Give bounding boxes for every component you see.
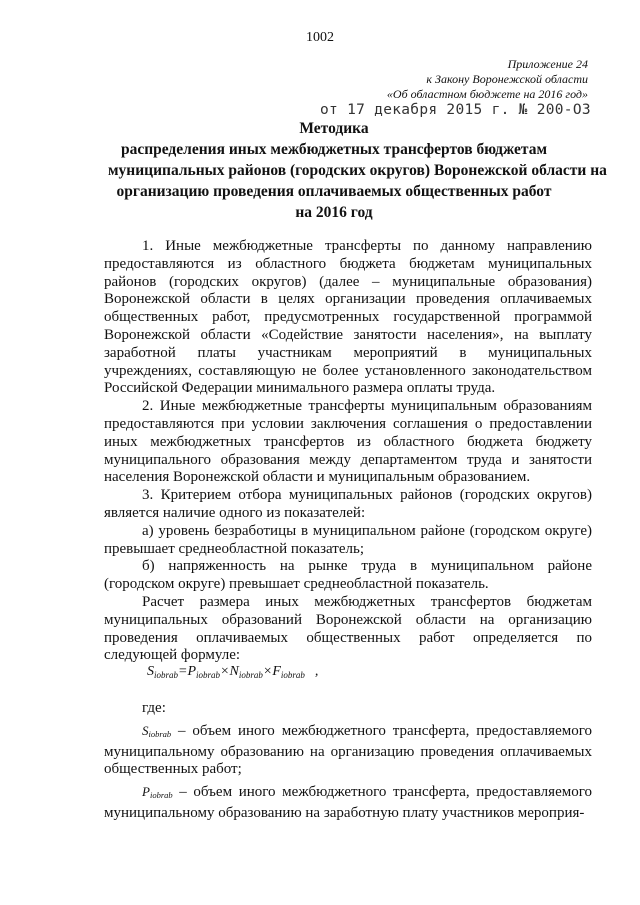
formula-times-1: ×: [220, 664, 230, 679]
definition-s-subscript: iobrab: [148, 728, 172, 739]
formula-s-sub: iobrab: [154, 670, 179, 680]
formula: [147, 664, 318, 680]
body-section-1: [104, 238, 592, 665]
title-line-5: на 2016 год: [295, 204, 373, 221]
definition-s-symbol: [142, 723, 171, 738]
paragraph-3a: а) уровень безработицы в муниципальном районе (городском округе) превышает среднеобластной показатель;: [104, 522, 592, 557]
formula-f: F: [272, 664, 281, 679]
definition-p-text: – объем иного межбюджетного трансферта, предоставляемого муниципальному образованию на заработную плату участников мероприя-: [104, 784, 592, 821]
appendix-number: Приложение 24: [507, 57, 588, 71]
definition-p: [104, 783, 592, 823]
formula-p: P: [187, 664, 197, 679]
formula-comma: ,: [314, 664, 319, 679]
paragraph-1: 1. Иные межбюджетные трансферты по данному направлению предоставляются из областного бюджета бюджетам муниципальных районов (городских округов) (далее – муниципальные образования) Воронежской области в целях организации проведения оплачиваемых общественных работ, предусмотренных государственной программой Воронежской области «Содействие занятости населения», на выплату заработной платы участникам мероприятий в муниципальных учреждениях, составляющую не более установленного законодательством Российской Федерации минимального размера оплаты труда.: [104, 238, 592, 397]
formula-f-sub: iobrab: [280, 670, 305, 680]
document-title: [108, 118, 607, 223]
title-line-4: организацию проведения оплачиваемых общественных работ: [116, 183, 552, 200]
formula-n: N: [229, 664, 239, 679]
definition-p-subscript: iobrab: [149, 790, 173, 801]
definition-s-text: – объем иного межбюджетного трансферта, предоставляемого муниципальному образованию на организацию проведения оплачиваемых общественных работ;: [104, 722, 592, 778]
appendix-law-ref: к Закону Воронежской области: [426, 72, 588, 86]
formula-p-sub: iobrab: [196, 670, 221, 680]
title-line-1: Методика: [299, 120, 369, 137]
definition-s-letter: S: [142, 722, 149, 738]
paragraph-3: 3. Критерием отбора муниципальных районов (городских округов) является наличие одного из показателей:: [104, 487, 592, 521]
title-line-3: муниципальных районов (городских округов) Воронежской области на: [108, 162, 607, 179]
paragraph-3b: б) напряженность на рынке труда в муниципальном районе (городском округе) превышает среднеобластной показатель.: [104, 558, 592, 593]
formula-eq: =: [178, 664, 188, 679]
date-stamp: от 17 декабря 2015 г. № 200-ОЗ: [320, 102, 591, 118]
paragraph-2: 2. Иные межбюджетные трансферты муниципальным образованиям предоставляются при условии заключения соглашения о предоставлении иных межбюджетных трансфертов из областного бюджета бюджету муниципального образования между департаментом труда и занятости населения Воронежской области и муниципальным образованием.: [104, 398, 592, 486]
page-number: 1002: [306, 30, 334, 45]
where-label: где:: [142, 700, 166, 716]
title-line-2: распределения иных межбюджетных трансфертов бюджетам: [120, 141, 548, 158]
definition-s: [104, 722, 592, 779]
formula-s: S: [147, 664, 154, 679]
formula-times-2: ×: [262, 664, 273, 679]
paragraph-4: Расчет размера иных межбюджетных трансфертов бюджетам муниципальных образований Воронежской области на организацию проведения оплачиваемых общественных работ определяется по следующей формуле:: [104, 593, 592, 664]
formula-n-sub: iobrab: [238, 670, 263, 680]
definition-p-letter: P: [142, 784, 150, 800]
appendix-law-title: «Об областном бюджете на 2016 год»: [386, 87, 588, 101]
where-section: [104, 700, 592, 823]
definition-p-symbol: [142, 784, 173, 799]
